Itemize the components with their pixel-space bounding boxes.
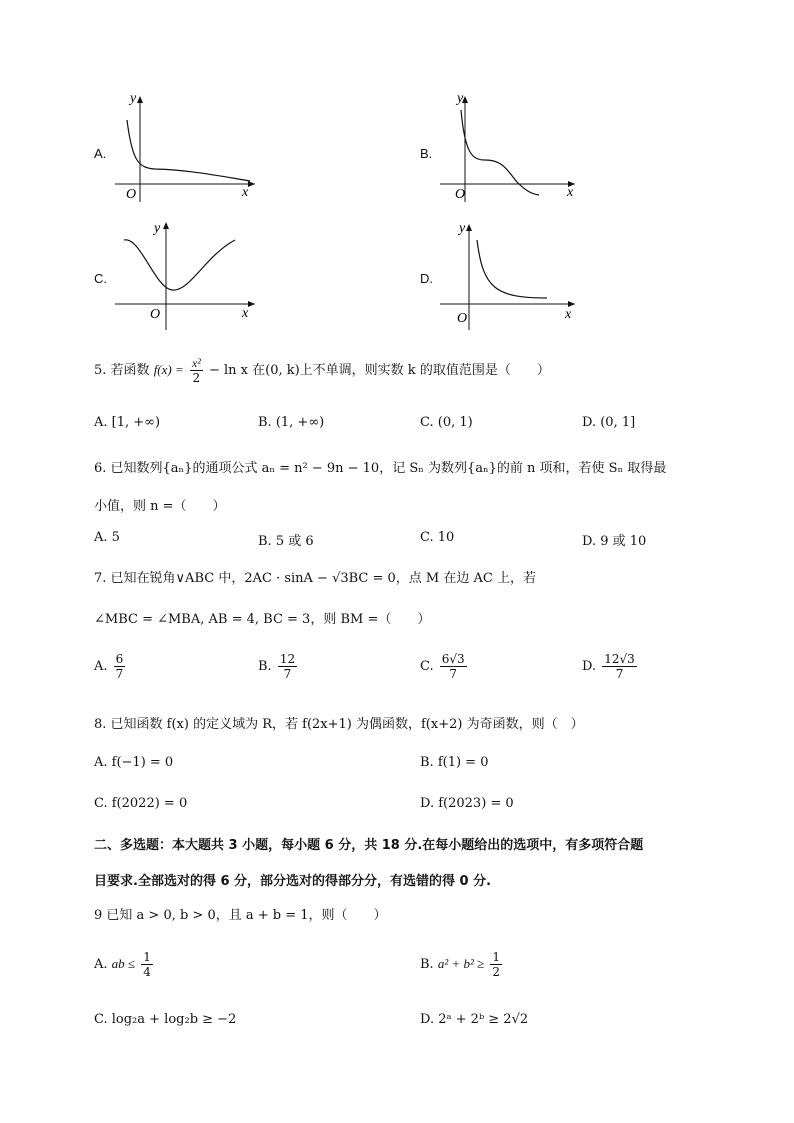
q6-option-d[interactable]: D. 9 或 10 [582, 534, 647, 549]
q6-line1: 6. 已知数列{aₙ}的通项公式 aₙ = n² − 9n − 10，记 Sₙ 为数列{aₙ}的前 n 项和，若使 Sₙ 取得最 [94, 461, 667, 476]
q7-option-a[interactable]: A. $\frac{6}{7}$ [94, 652, 124, 681]
graph-d-label: D. [420, 271, 433, 286]
q8-option-a[interactable]: A. f(−1) = 0 [94, 755, 174, 770]
graph-b [435, 90, 585, 205]
q5-rest: − ln x 在(0, k)上不单调，则实数 k 的取值范围是（ ） [208, 363, 550, 378]
q5-function: f(x) = [153, 362, 184, 377]
graph-d [435, 218, 585, 333]
q6-option-b[interactable]: B. 5 或 6 [258, 534, 314, 549]
q7-line1: 7. 已知在锐角∨ABC 中，2AC · sinA − √3BC = 0，点 M 在边 AC 上，若 [94, 571, 536, 586]
q9-option-c[interactable]: C. log₂a + log₂b ≥ −2 [94, 1012, 237, 1027]
q8-option-c[interactable]: C. f(2022) = 0 [94, 796, 188, 811]
svg-text:x: x [242, 306, 249, 321]
svg-text:y: y [154, 221, 161, 236]
graph-c [110, 218, 260, 333]
q5-option-b[interactable]: B. (1, +∞) [258, 415, 325, 430]
graph-a [110, 90, 260, 205]
question-5 [94, 356, 550, 385]
graph-c-label: C. [94, 271, 107, 286]
q7-option-b[interactable]: B. $\frac{12}{7}$ [258, 652, 296, 681]
q7-line2: ∠MBC = ∠MBA, AB = 4, BC = 3，则 BM =（ ） [94, 612, 431, 627]
q9-option-b[interactable]: B. a² + b² ≥ $\frac{1}{2}$ [420, 950, 501, 979]
q7-option-d[interactable]: D. $\frac{12√3}{7}$ [582, 652, 635, 681]
q5-option-a[interactable]: A. [1, +∞) [94, 415, 161, 430]
svg-text:y: y [130, 91, 137, 106]
section-2-heading-line1: 二、多选题：本大题共 3 小题，每小题 6 分，共 18 分.在每小题给出的选项中，有多项符合题 [94, 838, 644, 853]
q9-line1: 9 已知 a > 0, b > 0，且 a + b = 1，则（ ） [94, 908, 387, 923]
section-2-heading-line2: 目要求.全部选对的得 6 分，部分选对的得部分分，有选错的得 0 分. [94, 874, 492, 889]
q8-line1: 8. 已知函数 f(x) 的定义域为 R，若 f(2x+1) 为偶函数，f(x+2) 为奇函数，则（ ） [94, 717, 584, 732]
svg-text:x: x [242, 185, 249, 200]
svg-text:x: x [567, 185, 574, 200]
graph-a-label: A. [94, 146, 107, 161]
q5-option-d[interactable]: D. (0, 1] [582, 415, 636, 430]
q5-fraction: $\frac{\text{x²}}{2}$ [191, 356, 201, 385]
q9-option-d[interactable]: D. 2ᵃ + 2ᵇ ≥ 2√2 [420, 1012, 529, 1027]
q9-option-a[interactable]: A. ab ≤ $\frac{1}{4}$ [94, 950, 151, 979]
svg-text:O: O [455, 187, 466, 202]
svg-text:x: x [565, 307, 572, 322]
q8-option-d[interactable]: D. f(2023) = 0 [420, 796, 514, 811]
svg-text:y: y [459, 221, 466, 236]
q6-line2: 小值，则 n =（ ） [94, 499, 226, 514]
q6-option-c[interactable]: C. 10 [420, 530, 455, 545]
q5-option-c[interactable]: C. (0, 1) [420, 415, 473, 430]
svg-text:O: O [457, 311, 468, 326]
q8-option-b[interactable]: B. f(1) = 0 [420, 755, 489, 770]
q5-prefix: 5. 若函数 [94, 363, 150, 378]
q6-option-a[interactable]: A. 5 [94, 530, 120, 545]
svg-text:O: O [126, 187, 137, 202]
graph-b-label: B. [420, 146, 433, 161]
svg-text:O: O [150, 307, 161, 322]
svg-text:y: y [457, 91, 464, 106]
q7-option-c[interactable]: C. $\frac{6√3}{7}$ [420, 652, 465, 681]
